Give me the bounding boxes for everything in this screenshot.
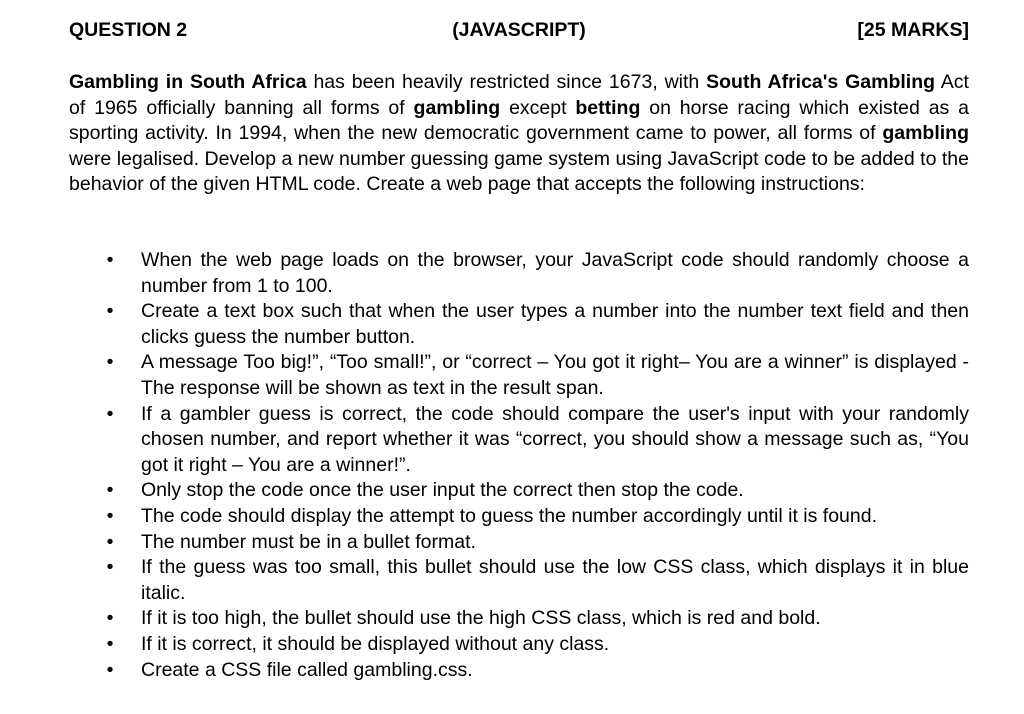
intro-paragraph bbox=[69, 70, 969, 198]
intro-text: except bbox=[500, 96, 576, 119]
intro-text: were legalised. Develop a new number guessing game system using JavaScript code to be added to the behavior of the given HTML code. Create a web page that accepts the following instructions: bbox=[69, 147, 969, 196]
instruction-text: If it is too high, the bullet should use the high CSS class, which is red and bold. bbox=[141, 607, 821, 630]
bullet-icon: • bbox=[106, 607, 114, 630]
instruction-item bbox=[69, 606, 969, 632]
instruction-item bbox=[69, 555, 969, 606]
intro-bold-text: South Africa's Gambling bbox=[706, 71, 936, 93]
instruction-text: When the web page loads on the browser, your JavaScript code should randomly choose a number from 1 to 100. bbox=[141, 249, 969, 297]
instruction-item bbox=[69, 248, 969, 299]
instruction-text: Only stop the code once the user input the correct then stop the code. bbox=[141, 479, 744, 502]
intro-bold-text: gambling bbox=[882, 122, 969, 145]
bullet-icon: • bbox=[106, 658, 114, 681]
instruction-list bbox=[69, 248, 969, 683]
bullet-icon: • bbox=[106, 556, 114, 579]
instruction-text: Create a text box such that when the user types a number into the number text field and then clicks guess the number button. bbox=[141, 300, 969, 348]
intro-bold-text: gambling bbox=[413, 96, 501, 119]
bullet-icon: • bbox=[106, 504, 114, 527]
instruction-item bbox=[69, 350, 969, 401]
intro-text: on horse racing which existed as a sporting activity. In 1994, when the new democratic government came to power, all forms of bbox=[69, 96, 969, 145]
instruction-item bbox=[69, 299, 969, 350]
instruction-item bbox=[69, 478, 969, 504]
instruction-text: Create a CSS file called gambling.css. bbox=[141, 658, 473, 681]
instruction-text: If the guess was too small, this bullet should use the low CSS class, which displays it in blue italic. bbox=[141, 556, 969, 604]
instruction-text: If a gambler guess is correct, the code should compare the user's input with your randomly chosen number, and report whether it was “correct, you should show a message such as, “You got it right – You are a winner!”. bbox=[141, 402, 969, 476]
instruction-text: The number must be in a bullet format. bbox=[141, 530, 476, 553]
question-topic: (JAVASCRIPT) bbox=[452, 19, 586, 41]
instruction-item bbox=[69, 530, 969, 556]
question-header bbox=[69, 19, 969, 45]
bullet-icon: • bbox=[106, 530, 114, 553]
bullet-icon: • bbox=[106, 300, 114, 323]
bullet-icon: • bbox=[106, 351, 114, 374]
question-number: QUESTION 2 bbox=[69, 19, 188, 41]
instruction-text: If it is correct, it should be displayed without any class. bbox=[141, 632, 610, 655]
instruction-item bbox=[69, 402, 969, 479]
intro-text: has been heavily restricted since 1673, with bbox=[306, 71, 707, 93]
intro-bold-text: betting bbox=[575, 96, 641, 119]
instruction-item bbox=[69, 658, 969, 684]
instruction-text: A message Too big!”, “Too small!”, or “correct – You got it right– You are a winner” is displayed - The response will be shown as text in the result span. bbox=[141, 351, 969, 399]
instruction-item bbox=[69, 632, 969, 658]
bullet-icon: • bbox=[106, 402, 114, 425]
intro-bold-text: Gambling in South Africa bbox=[69, 71, 307, 93]
intro-text: Act of 1965 officially banning all forms of bbox=[69, 71, 969, 119]
bullet-icon: • bbox=[106, 249, 114, 271]
bullet-icon: • bbox=[106, 632, 114, 655]
question-marks: [25 MARKS] bbox=[857, 19, 969, 41]
instruction-item bbox=[69, 504, 969, 530]
instruction-text: The code should display the attempt to guess the number accordingly until it is found. bbox=[141, 504, 878, 527]
bullet-icon: • bbox=[106, 479, 114, 502]
